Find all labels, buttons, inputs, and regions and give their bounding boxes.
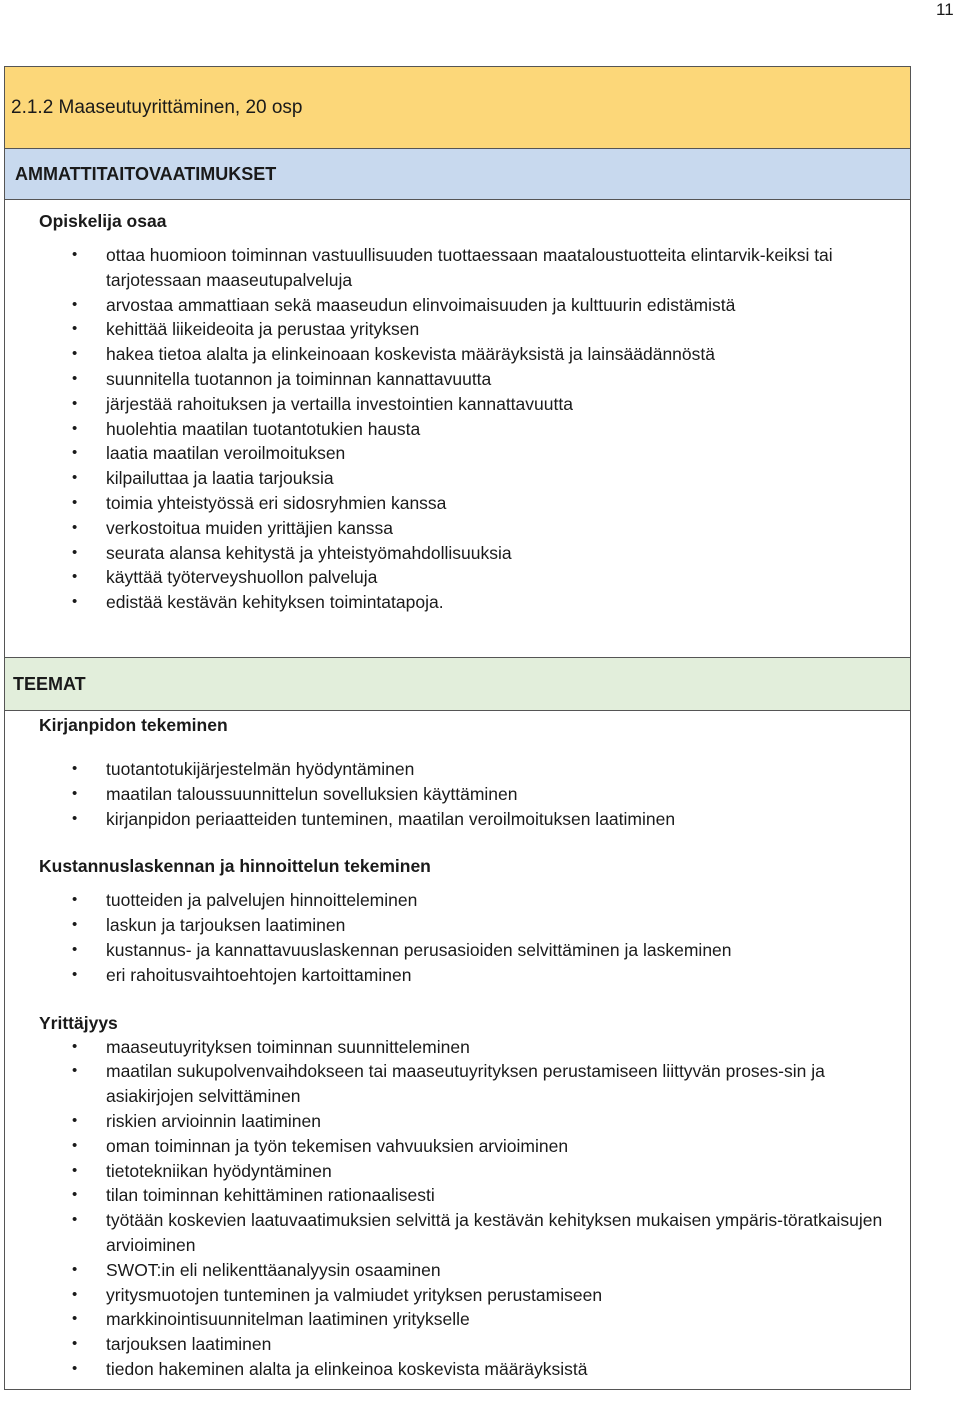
list-item [5, 1059, 910, 1109]
theme-group-title: Kustannuslaskennan ja hinnoittelun tekeminen [39, 856, 431, 877]
bullet-icon: • [72, 965, 78, 983]
themes-section [5, 711, 910, 1389]
list-item-text: yritysmuotojen tunteminen ja valmiudet yrityksen perustamiseen [106, 1284, 603, 1305]
list-item [5, 342, 910, 367]
list-item-text: kehittää liikeideoita ja perustaa yrityksen [106, 319, 420, 340]
bullet-icon: • [72, 295, 78, 313]
bullet-icon: • [72, 593, 78, 611]
list-item-text: kilpailuttaa ja laatia tarjouksia [106, 468, 334, 489]
list-item-text: markkinointisuunnitelman laatiminen yritykselle [106, 1309, 470, 1330]
bullet-icon: • [72, 1211, 78, 1229]
bullet-icon: • [72, 940, 78, 958]
requirements-intro: Opiskelija osaa [39, 211, 167, 231]
bullet-icon: • [72, 444, 78, 462]
list-item-text: SWOT:in eli nelikenttäanalyysin osaaminen [106, 1259, 441, 1280]
list-item-text: laatia maatilan veroilmoituksen [106, 443, 346, 464]
theme-group-list [5, 888, 910, 987]
list-item [5, 541, 910, 566]
requirements-list [5, 243, 910, 615]
list-item [5, 782, 910, 807]
list-item-text: huolehtia maatilan tuotantotukien hausta [106, 418, 421, 439]
bullet-icon: • [72, 891, 78, 909]
theme-group-title: Kirjanpidon tekeminen [39, 715, 228, 735]
list-item-text: käyttää työterveyshuollon palveluja [106, 567, 378, 588]
bullet-icon: • [72, 916, 78, 934]
list-item [5, 1159, 910, 1184]
list-item [5, 317, 910, 342]
bullet-icon: • [72, 369, 78, 387]
list-item-text: ottaa huomioon toiminnan vastuullisuuden tuottaessaan maataloustuotteita elintarvik-keiksi tai tarjotessaan maaseutupalveluja [106, 245, 833, 290]
list-item [5, 913, 910, 938]
list-item-text: seurata alansa kehitystä ja yhteistyömahdollisuuksia [106, 542, 512, 563]
bullet-icon: • [72, 543, 78, 561]
list-item [5, 367, 910, 392]
list-item-text: kustannus- ja kannattavuuslaskennan perusasioiden selvittäminen ja laskeminen [106, 939, 732, 960]
list-item-text: arvostaa ammattiaan sekä maaseudun elinvoimaisuuden ja kulttuurin edistämistä [106, 294, 736, 315]
list-item [5, 1357, 910, 1382]
page-number: 11 [936, 0, 954, 19]
bullet-icon: • [72, 1136, 78, 1154]
list-item-text: eri rahoitusvaihtoehtojen kartoittaminen [106, 964, 412, 985]
bullet-icon: • [72, 320, 78, 338]
list-item-text: verkostoitua muiden yrittäjien kanssa [106, 517, 393, 538]
list-item [5, 1109, 910, 1134]
bullet-icon: • [72, 1260, 78, 1278]
theme-group-title: Yrittäjyys [39, 1012, 118, 1033]
bullet-icon: • [72, 419, 78, 437]
list-item [5, 807, 910, 832]
list-item-text: laskun ja tarjouksen laatiminen [106, 915, 346, 936]
list-item [5, 1134, 910, 1159]
list-item [5, 466, 910, 491]
bullet-icon: • [72, 1161, 78, 1179]
list-item [5, 1035, 910, 1060]
bullet-icon: • [72, 1335, 78, 1353]
list-item [5, 1283, 910, 1308]
list-item [5, 1208, 910, 1258]
bullet-icon: • [72, 1062, 78, 1080]
bullet-icon: • [72, 1310, 78, 1328]
list-item [5, 392, 910, 417]
requirements-section [5, 200, 910, 658]
list-item-text: oman toiminnan ja työn tekemisen vahvuuksien arvioiminen [106, 1135, 569, 1156]
bullet-icon: • [72, 1285, 78, 1303]
list-item-text: tarjouksen laatiminen [106, 1334, 272, 1355]
list-item [5, 963, 910, 988]
list-item [5, 565, 910, 590]
themes-header-row [5, 658, 910, 711]
list-item-text: työtään koskevien laatuvaatimuksien selvittä ja kestävän kehityksen mukaisen ympäris-töratkaisujen arvioiminen [106, 1210, 883, 1255]
bullet-icon: • [72, 784, 78, 802]
bullet-icon: • [72, 1186, 78, 1204]
bullet-icon: • [72, 469, 78, 487]
list-item-text: tilan toiminnan kehittäminen rationaalisesti [106, 1185, 435, 1206]
requirements-header-row [5, 149, 910, 200]
list-item [5, 888, 910, 913]
bullet-icon: • [72, 394, 78, 412]
list-item-text: tuotteiden ja palvelujen hinnoitteleminen [106, 890, 418, 911]
list-item-text: tiedon hakeminen alalta ja elinkeinoa koskevista määräyksistä [106, 1358, 588, 1379]
bullet-icon: • [72, 1359, 78, 1377]
list-item-text: maaseutuyrityksen toiminnan suunnitteleminen [106, 1036, 470, 1057]
list-item [5, 1332, 910, 1357]
bullet-icon: • [72, 568, 78, 586]
list-item-text: tietotekniikan hyödyntäminen [106, 1160, 332, 1181]
section-title: 2.1.2 Maaseutuyrittäminen, 20 osp [11, 96, 303, 118]
curriculum-table [4, 66, 911, 1390]
list-item [5, 938, 910, 963]
list-item-text: hakea tietoa alalta ja elinkeinoaan koskevista määräyksistä ja lainsäädännöstä [106, 344, 715, 365]
list-item [5, 293, 910, 318]
list-item [5, 1307, 910, 1332]
bullet-icon: • [72, 246, 78, 263]
list-item [5, 757, 910, 782]
bullet-icon: • [72, 518, 78, 536]
list-item [5, 590, 910, 615]
list-item [5, 1258, 910, 1283]
list-item-text: kirjanpidon periaatteiden tunteminen, maatilan veroilmoituksen laatiminen [106, 808, 676, 829]
list-item-text: maatilan sukupolvenvaihdokseen tai maaseutuyrityksen perustamiseen liittyvän proses-sin ja asiakirjojen selvittäminen [106, 1061, 825, 1107]
bullet-icon: • [72, 493, 78, 511]
list-item-text: suunnitella tuotannon ja toiminnan kannattavuutta [106, 368, 492, 389]
theme-group-list [5, 757, 910, 831]
bullet-icon: • [72, 1037, 78, 1055]
list-item-text: tuotantotukijärjestelmän hyödyntäminen [106, 759, 415, 779]
bullet-icon: • [72, 345, 78, 363]
list-item [5, 491, 910, 516]
theme-group-list [5, 1035, 910, 1382]
list-item [5, 441, 910, 466]
list-item [5, 417, 910, 442]
bullet-icon: • [72, 1111, 78, 1129]
list-item-text: riskien arvioinnin laatiminen [106, 1110, 321, 1131]
list-item-text: järjestää rahoituksen ja vertailla investointien kannattavuutta [106, 393, 573, 414]
list-item [5, 243, 910, 293]
bullet-icon: • [72, 809, 78, 827]
list-item [5, 516, 910, 541]
section-title-row [5, 67, 910, 149]
requirements-header: AMMATTITAITOVAATIMUKSET [15, 163, 277, 184]
themes-header: TEEMAT [13, 673, 86, 694]
list-item [5, 1183, 910, 1208]
list-item-text: edistää kestävän kehityksen toimintatapoja. [106, 592, 444, 613]
list-item-text: toimia yhteistyössä eri sidosryhmien kanssa [106, 492, 447, 513]
bullet-icon: • [72, 760, 78, 777]
list-item-text: maatilan taloussuunnittelun sovelluksien käyttäminen [106, 783, 518, 804]
